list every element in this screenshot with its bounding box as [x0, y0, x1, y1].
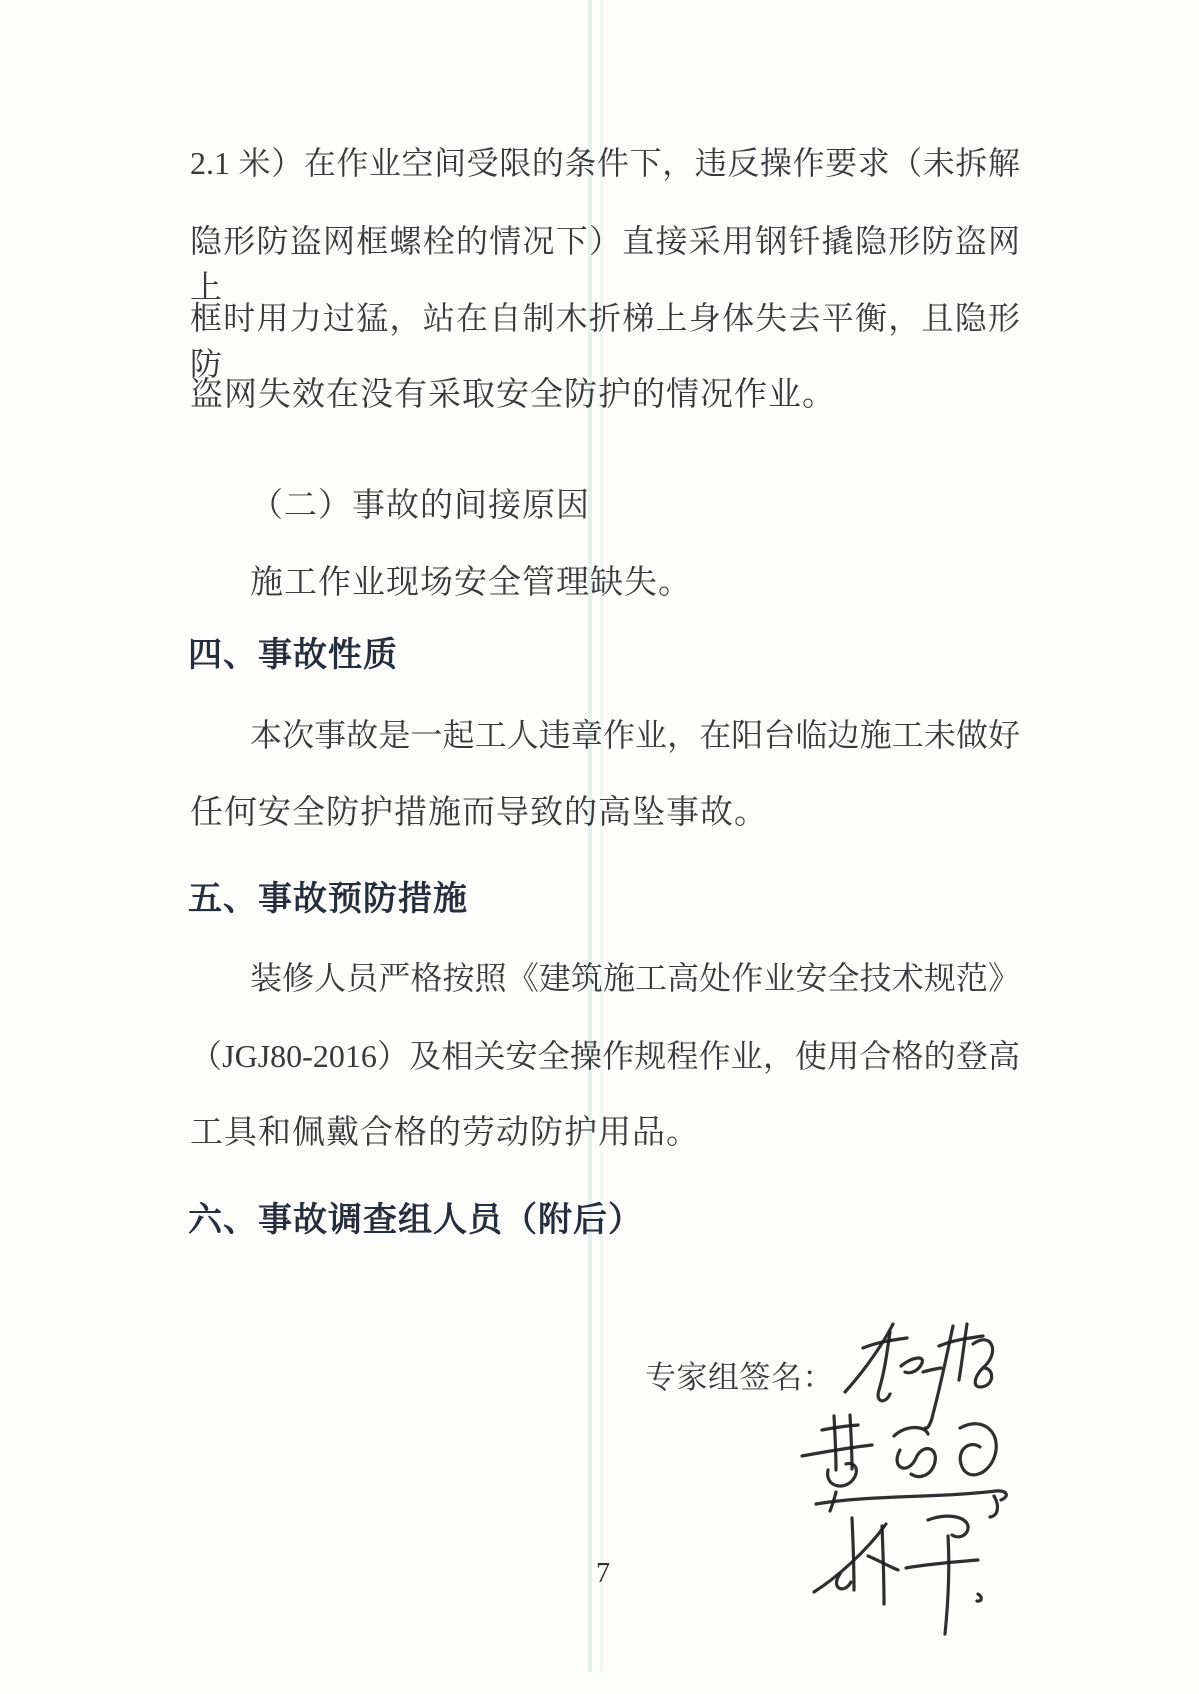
handwritten-signature-3 — [808, 1512, 993, 1642]
section-heading-5: 五、事故预防措施 — [188, 880, 468, 918]
body-line: 装修人员严格按照《建筑施工高处作业安全技术规范》 — [250, 960, 1020, 996]
body-line: 任何安全防护措施而导致的高坠事故。 — [190, 795, 768, 831]
body-line: （JGJ80-2016）及相关安全操作规程作业，使用合格的登高 — [190, 1038, 1020, 1074]
section-heading-4: 四、事故性质 — [188, 636, 398, 674]
subsection-body: 施工作业现场安全管理缺失。 — [250, 565, 692, 601]
handwritten-signature-2 — [798, 1412, 1018, 1527]
subsection-heading: （二）事故的间接原因 — [250, 488, 590, 524]
body-line: 盗网失效在没有采取安全防护的情况作业。 — [190, 377, 836, 413]
page-number: 7 — [596, 1558, 610, 1589]
body-line: 隐形防盗网框螺栓的情况下）直接采用钢钎撬隐形防盗网上 — [190, 223, 1020, 305]
body-line: 工具和佩戴合格的劳动防护用品。 — [190, 1115, 700, 1151]
section-heading-6: 六、事故调查组人员（附后） — [188, 1201, 643, 1239]
body-line: 框时用力过猛，站在自制木折梯上身体失去平衡，且隐形防 — [190, 300, 1020, 382]
body-line: 本次事故是一起工人违章作业，在阳台临边施工未做好 — [250, 717, 1020, 753]
expert-signature-label: 专家组签名： — [645, 1360, 834, 1395]
body-line: 2.1 米）在作业空间受限的条件下，违反操作要求（未拆解 — [190, 145, 1020, 181]
